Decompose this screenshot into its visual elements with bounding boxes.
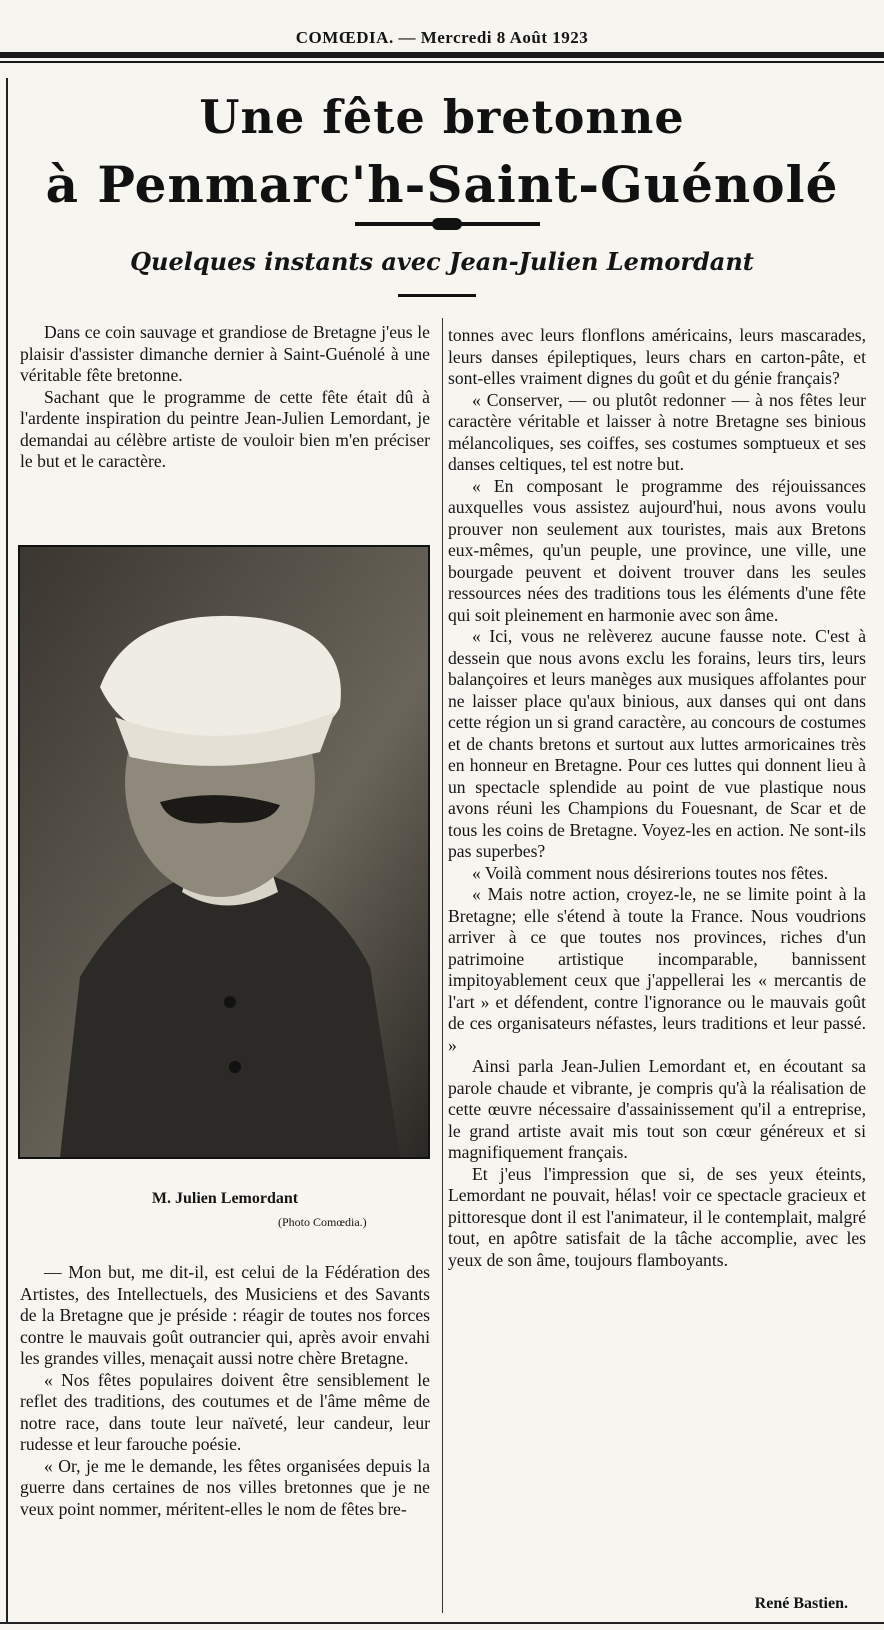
paragraph: « En composant le programme des réjouissances auxquelles vous assistez aujourd'hui, nous avons voulu prouver non seulement aux touristes, mais aux Bretons eux-mêmes, qu'un peuple, une province, une ville, une bourgade peuvent et doivent trouver dans les seules ressources nées des traditions tous les éléments d'une fête qui soit pleinement en harmonie avec son âme. — [448, 475, 866, 625]
left-column-intro — [20, 322, 430, 473]
paragraph: « Ici, vous ne relèverez aucune fausse note. C'est à dessein que nous avons exclu les forains, leurs tirs, leurs balançoires et leurs manèges aux musiques affolantes pour ne laisser place qu'aux binious, aux danses qui ont dans cette région un si grand caractère, au concours de costumes et de chants bretons et surtout aux luttes armoricaines très en honneur en Bretagne. Pour ces luttes qui donnent lieu à un spectacle splendide au point de vue plastique nous avons réuni les Champions du Fouesnant, de Scar et de tous les coins de Bretagne. Voyez-les en action. Ne sont-ils pas superbes? — [448, 626, 866, 861]
photo-credit: (Photo Comœdia.) — [278, 1215, 367, 1229]
masthead: COMŒDIA. — Mercredi 8 Août 1923 — [295, 28, 589, 47]
subheadline: Quelques instants avec Jean-Julien Lemordant — [130, 247, 754, 276]
article-border-bottom — [0, 1622, 884, 1624]
paragraph: « Or, je me le demande, les fêtes organisées depuis la guerre dans certaines de nos villes bretonnes que je ne veux point nommer, méritent-elles le nom de fêtes bre- — [20, 1455, 430, 1519]
masthead-rule — [0, 52, 884, 58]
author-signature: René Bastien. — [754, 1595, 848, 1612]
paragraph: « Nos fêtes populaires doivent être sensiblement le reflet des traditions, des coutumes et de l'âme même de notre race, dans toute leur naïveté, leur candeur, leur rudesse et leur farouche poésie. — [20, 1369, 430, 1454]
masthead-rule-thin — [0, 61, 884, 63]
paragraph: — Mon but, me dit-il, est celui de la Fédération des Artistes, des Intellectuels, des Musiciens et des Savants de la Bretagne que je préside : réagir de toutes nos forces contre le mauvais goût outrancier qui, après avoir envahi les grandes villes, menaçait aussi notre chère Bretagne. — [20, 1262, 430, 1368]
photo-caption: M. Julien Lemordant — [151, 1190, 299, 1207]
paragraph: tonnes avec leurs flonflons américains, leurs mascarades, leurs danses épileptiques, leurs chars en carton-pâte, et sont-elles vraiment dignes du goût et du génie français? — [448, 325, 866, 388]
paragraph: Sachant que le programme de cette fête était dû à l'ardente inspiration du peintre Jean-Julien Lemordant, je demandai au célèbre artiste de vouloir bien m'en préciser le but et le caractère. — [20, 386, 430, 471]
paragraph: « Conserver, — ou plutôt redonner — à nos fêtes leur caractère véritable et laisser à notre Bretagne ses binious mélancoliques, ses coiffes, ses costumes somptueux et ses danses celtiques, tel est notre but. — [448, 389, 866, 474]
ornament-center — [432, 218, 462, 230]
headline-line-1: Une fête bretonne — [199, 90, 685, 144]
portrait-photo — [18, 545, 430, 1159]
paragraph: Et j'eus l'impression que si, de ses yeux éteints, Lemordant ne pouvait, hélas! voir ce spectacle gracieux et pittoresque dont il est l'animateur, il le contemplait, malgré tout, en apôtre satisfait de la tâche accomplie, avec les yeux de son âme, toujours flamboyants. — [448, 1163, 866, 1270]
subheadline-rule — [398, 294, 476, 297]
paragraph: « Voilà comment nous désirerions toutes nos fêtes. — [472, 862, 829, 883]
right-column — [448, 325, 866, 1271]
paragraph: « Mais notre action, croyez-le, ne se limite point à la Bretagne; elle s'étend à toute la France. Nous voudrions arriver à ce que toutes nos provinces, riches d'un patrimoine artistique incomparable, bannissent impitoyablement ceux que j'appellerai les « mercantis de l'art » et défendent, contre l'ignorance ou le mauvais goût de ces organisateurs néfastes, leurs traditions et leur passé. » — [448, 884, 866, 1055]
left-column-body — [20, 1262, 430, 1520]
headline-line-2: à Penmarc'h-Saint-Guénolé — [45, 155, 839, 214]
paragraph: Ainsi parla Jean-Julien Lemordant et, en écoutant sa parole chaude et vibrante, je compris qu'à la réalisation de cette œuvre nécessaire d'assainissement qu'il a entreprise, le grand artiste avait mis tout son cœur généreux et si magnifiquement français. — [448, 1056, 866, 1162]
column-divider — [442, 318, 443, 1613]
paragraph: Dans ce coin sauvage et grandiose de Bretagne j'eus le plaisir d'assister dimanche dernier à Saint-Guénolé à une véritable fête bretonne. — [20, 322, 430, 385]
portrait-image — [20, 547, 428, 1157]
article-border-left — [6, 78, 8, 1623]
